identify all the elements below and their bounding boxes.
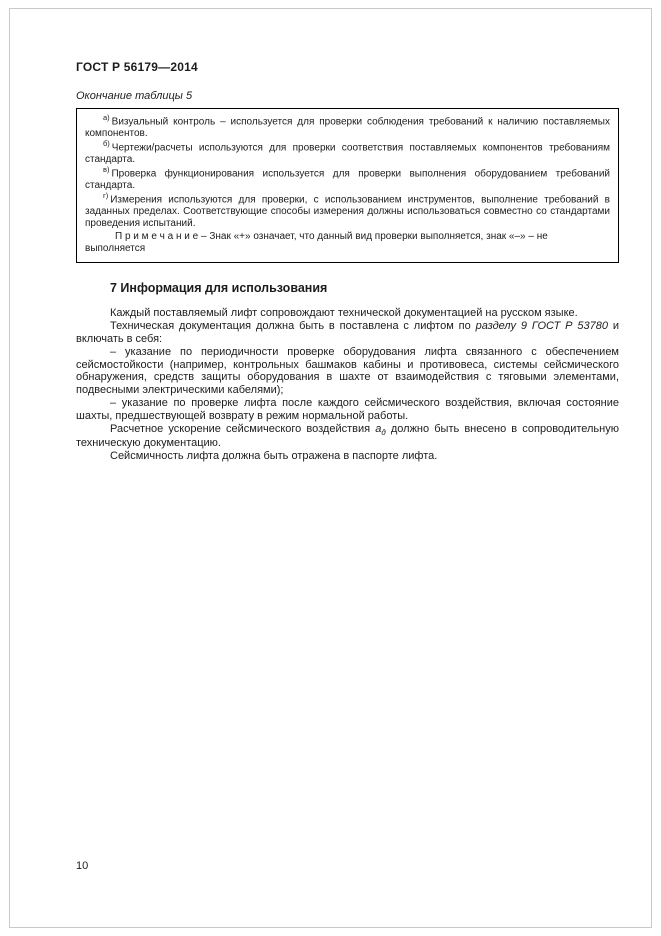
symbol-subscript: д bbox=[381, 428, 386, 437]
footnote-text: Проверка функционирования используется для проверки выполнения оборудованием требований стандарта. bbox=[85, 168, 610, 191]
footnote-text: Измерения используются для проверки, с использованием инструментов, выполнение требований в заданных пределах. Соответствующие способы измерения должны использоваться совместно со стандартами проведения испытаний. bbox=[85, 194, 610, 229]
table-footnotes-box bbox=[76, 108, 619, 263]
paragraph-4-list-item: – указание по проверке лифта после каждого сейсмического воздействия, включая состояние шахты, предшествующей возврату в режим нормальной работы. bbox=[76, 397, 619, 422]
footnote-text: Чертежи/расчеты используются для проверки соответствия поставляемых компонентов требованиям стандарта. bbox=[85, 142, 610, 166]
paragraph-3-list-item: – указание по периодичности проверке оборудования лифта связанного с обеспечением сейсмостойкости (например, контрольных башмаков кабины и противовеса, системы сейсмического обнаружения, средств защиты оборудования в шахте от взаимодействия с тяговыми элементами, подвесными электрическими кабелями); bbox=[76, 345, 619, 397]
page-number: 10 bbox=[76, 860, 89, 872]
footnote-marker: б) bbox=[103, 138, 110, 148]
standard-reference: разделу 9 ГОСТ Р 53780 bbox=[475, 319, 608, 332]
acceleration-symbol: $а_д$ bbox=[375, 422, 386, 437]
table-note: П р и м е ч а н и е – Знак «+» означает, что данный вид проверки выполняется, знак «–» – не выполняется bbox=[85, 231, 548, 255]
paragraph-5 bbox=[76, 423, 619, 450]
paragraph-text: и включать в себя: bbox=[76, 319, 619, 345]
paragraph-text: должно быть внесено в сопроводительную техническую документацию. bbox=[76, 422, 619, 450]
table-footnote-b bbox=[85, 140, 610, 166]
table-footnote-a bbox=[85, 114, 610, 140]
paragraph-6: Сейсмичность лифта должна быть отражена в паспорте лифта. bbox=[110, 450, 438, 463]
page-content bbox=[76, 60, 619, 463]
table-footnote-g bbox=[85, 192, 610, 230]
paragraph-2 bbox=[76, 320, 619, 346]
footnote-marker: а) bbox=[103, 113, 110, 122]
footnote-marker: г) bbox=[103, 190, 109, 200]
paragraph-text: Техническая документация должна быть в поставлена с лифтом по bbox=[110, 319, 476, 332]
paragraph-text: Расчетное ускорение сейсмического воздействия bbox=[110, 422, 376, 435]
footnote-text: Визуальный контроль – используется для проверки соблюдения требований к наличию поставляемых компонентов. bbox=[85, 116, 610, 140]
section-title: 7 Информация для использования bbox=[110, 281, 328, 296]
table-footnote-v bbox=[85, 166, 610, 192]
paragraph-1: Каждый поставляемый лифт сопровождают технической документацией на русском языке. bbox=[110, 307, 578, 320]
footnote-marker: в) bbox=[103, 164, 110, 174]
document-header: ГОСТ Р 56179—2014 bbox=[76, 60, 198, 74]
table-caption: Окончание таблицы 5 bbox=[76, 90, 193, 102]
